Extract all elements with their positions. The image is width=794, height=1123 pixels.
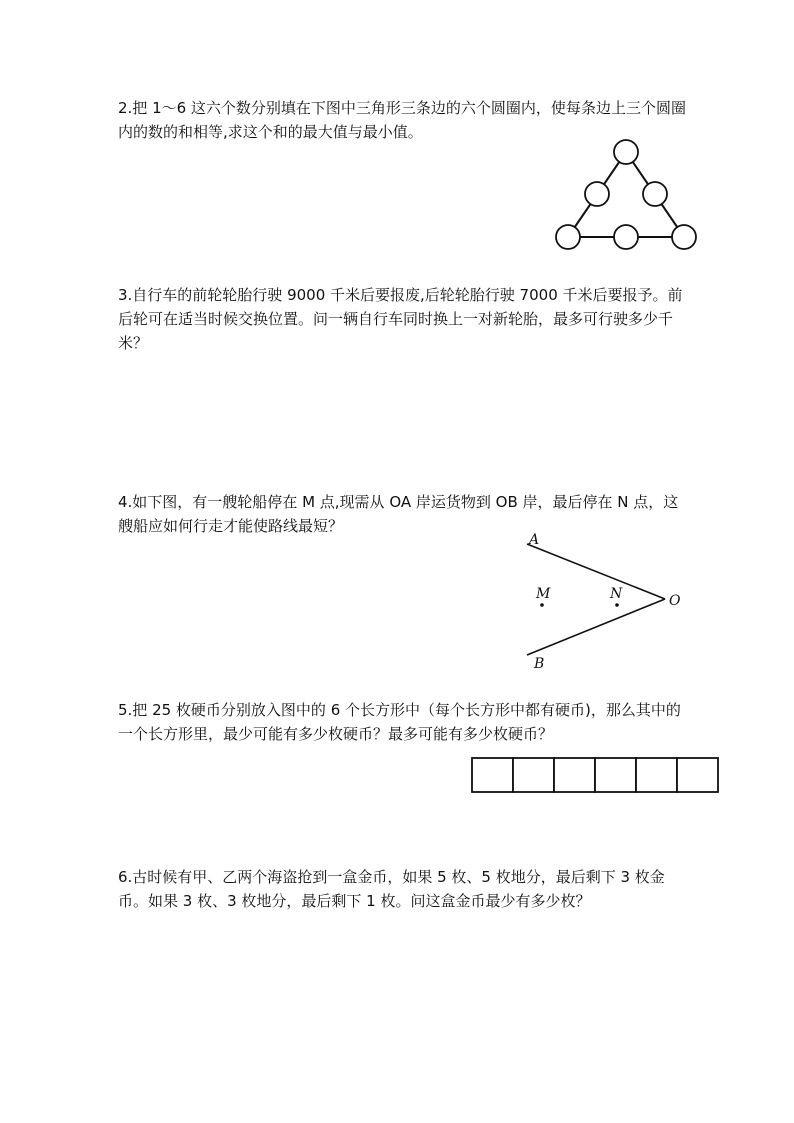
circle-left-middle xyxy=(585,182,609,206)
circle-top xyxy=(614,140,638,164)
rectangle-4 xyxy=(595,758,636,792)
circle-bottom-left xyxy=(556,225,580,249)
circle-bottom-middle xyxy=(614,225,638,249)
point-m xyxy=(540,603,544,607)
label-b: B xyxy=(534,656,545,672)
rectangle-5 xyxy=(636,758,677,792)
question-5: 5.把 25 枚硬币分别放入图中的 6 个长方形中（每个长方形中都有硬币)，那么其中的一个长方形里，最少可能有多少枚硬币？最多可能有多少枚硬币？ xyxy=(118,701,681,743)
question-4: 4.如下图，有一艘轮船停在 M 点,现需从 OA 岸运货物到 OB 岸，最后停在 N 点，这艘船应如何行走才能使路线最短？ xyxy=(118,493,679,535)
rectangle-3 xyxy=(554,758,595,792)
angle-figure xyxy=(500,528,700,678)
question-3: 3.自行车的前轮轮胎行驶 9000 千米后要报废,后轮轮胎行驶 7000 千米后要报予。前后轮可在适当时候交换位置。问一辆自行车同时换上一对新轮胎，最多可行驶多少千米？ xyxy=(118,286,683,352)
question-2: 2.把 1～6 这六个数分别填在下图中三角形三条边的六个圆圈内，使每条边上三个圆圈内的数的和相等,求这个和的最大值与最小值。 xyxy=(118,99,686,141)
label-n: N xyxy=(610,586,623,602)
rectangle-1 xyxy=(472,758,513,792)
label-m: M xyxy=(536,586,551,602)
rectangle-6 xyxy=(677,758,718,792)
label-a: A xyxy=(529,532,540,548)
label-o: O xyxy=(669,593,681,609)
ray-ob xyxy=(527,599,665,655)
rectangle-2 xyxy=(513,758,554,792)
point-n xyxy=(615,603,619,607)
circle-bottom-right xyxy=(672,225,696,249)
triangle-circles-figure xyxy=(550,138,705,256)
question-6: 6.古时候有甲、乙两个海盗抢到一盒金币，如果 5 枚、5 枚地分，最后剩下 3 枚金币。如果 3 枚、3 枚地分，最后剩下 1 枚。问这盒金币最少有多少枚？ xyxy=(118,868,665,910)
circle-right-middle xyxy=(643,182,667,206)
six-rectangles-figure xyxy=(470,756,720,796)
